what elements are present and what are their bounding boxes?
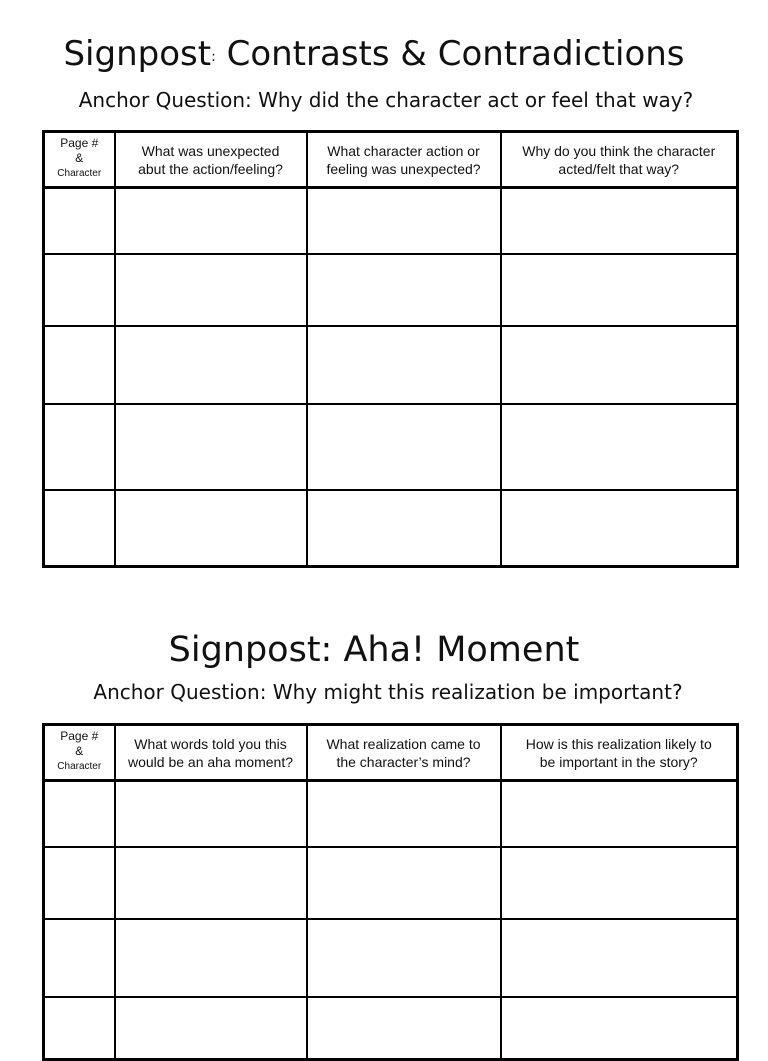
table-row — [44, 404, 738, 490]
write-in-cell[interactable] — [501, 188, 738, 255]
write-in-cell[interactable] — [501, 326, 738, 404]
write-in-cell[interactable] — [307, 919, 501, 997]
write-in-cell[interactable] — [115, 254, 307, 326]
header-col4-line1: Why do you think the character — [522, 142, 716, 159]
header-page-character — [44, 132, 115, 188]
write-in-cell[interactable] — [44, 254, 115, 326]
write-in-cell[interactable] — [44, 781, 115, 848]
header-page-line3: Character — [57, 761, 102, 772]
write-in-cell[interactable] — [501, 404, 738, 490]
write-in-cell[interactable] — [115, 847, 307, 919]
header-how-important — [501, 725, 738, 781]
write-in-cell[interactable] — [307, 997, 501, 1060]
table-row — [44, 326, 738, 404]
aha-anchor-question: Anchor Question: Why might this realization be important? — [93, 680, 683, 704]
write-in-cell[interactable] — [44, 919, 115, 997]
write-in-cell[interactable] — [501, 254, 738, 326]
table-row — [44, 188, 738, 255]
write-in-cell[interactable] — [307, 404, 501, 490]
header-col3-line2: the character’s mind? — [336, 753, 471, 770]
header-col3-line2: feeling was unexpected? — [326, 160, 481, 177]
write-in-cell[interactable] — [115, 404, 307, 490]
contrasts-title-rest: Contrasts & Contradictions — [215, 34, 685, 74]
header-page-character — [44, 725, 115, 781]
write-in-cell[interactable] — [44, 404, 115, 490]
write-in-cell[interactable] — [115, 919, 307, 997]
write-in-cell[interactable] — [501, 997, 738, 1060]
header-page-line3: Character — [57, 168, 102, 179]
header-col4-line2: be important in the story? — [539, 753, 698, 770]
contrasts-table — [42, 130, 739, 568]
aha-moment-title: Signpost: Aha! Moment — [168, 630, 580, 670]
write-in-cell[interactable] — [44, 997, 115, 1060]
write-in-cell[interactable] — [307, 188, 501, 255]
header-col3-line1: What realization came to — [326, 735, 481, 752]
header-what-realization — [307, 725, 501, 781]
aha-moment-table — [42, 723, 739, 1061]
header-col3-line1: What character action or — [327, 142, 480, 159]
write-in-cell[interactable] — [307, 781, 501, 848]
table-row — [44, 781, 738, 848]
header-col2-line2: abut the action/feeling? — [138, 160, 283, 177]
write-in-cell[interactable] — [501, 490, 738, 567]
header-col4-line2: acted/felt that way? — [558, 160, 680, 177]
header-page-line2: & — [75, 744, 84, 758]
write-in-cell[interactable] — [44, 490, 115, 567]
contrasts-title — [0, 34, 758, 74]
contrasts-anchor-question: Anchor Question: Why did the character act or feel that way? — [78, 88, 694, 112]
write-in-cell[interactable] — [115, 490, 307, 567]
contrasts-title-main: Signpost — [63, 34, 212, 74]
aha-header-row — [44, 725, 738, 781]
header-what-was-unexpected — [115, 132, 307, 188]
table-row — [44, 254, 738, 326]
write-in-cell[interactable] — [44, 188, 115, 255]
header-character-action — [307, 132, 501, 188]
table-row — [44, 847, 738, 919]
header-col4-line1: How is this realization likely to — [525, 735, 712, 752]
write-in-cell[interactable] — [44, 847, 115, 919]
header-what-words — [115, 725, 307, 781]
write-in-cell[interactable] — [307, 490, 501, 567]
write-in-cell[interactable] — [115, 781, 307, 848]
write-in-cell[interactable] — [501, 781, 738, 848]
write-in-cell[interactable] — [307, 326, 501, 404]
write-in-cell[interactable] — [307, 847, 501, 919]
header-page-line1: Page # — [60, 729, 99, 743]
write-in-cell[interactable] — [307, 254, 501, 326]
header-col2-line1: What was unexpected — [141, 142, 280, 159]
table-row — [44, 919, 738, 997]
header-page-line1: Page # — [60, 136, 99, 150]
write-in-cell[interactable] — [115, 188, 307, 255]
contrasts-header-row — [44, 132, 738, 188]
header-why-acted — [501, 132, 738, 188]
write-in-cell[interactable] — [115, 997, 307, 1060]
table-row — [44, 490, 738, 567]
write-in-cell[interactable] — [44, 326, 115, 404]
table-row — [44, 997, 738, 1060]
write-in-cell[interactable] — [501, 919, 738, 997]
write-in-cell[interactable] — [501, 847, 738, 919]
header-page-line2: & — [75, 151, 84, 165]
contrasts-title-colon: : — [211, 49, 216, 65]
write-in-cell[interactable] — [115, 326, 307, 404]
header-col2-line2: would be an aha moment? — [128, 753, 293, 770]
header-col2-line1: What words told you this — [134, 735, 287, 752]
